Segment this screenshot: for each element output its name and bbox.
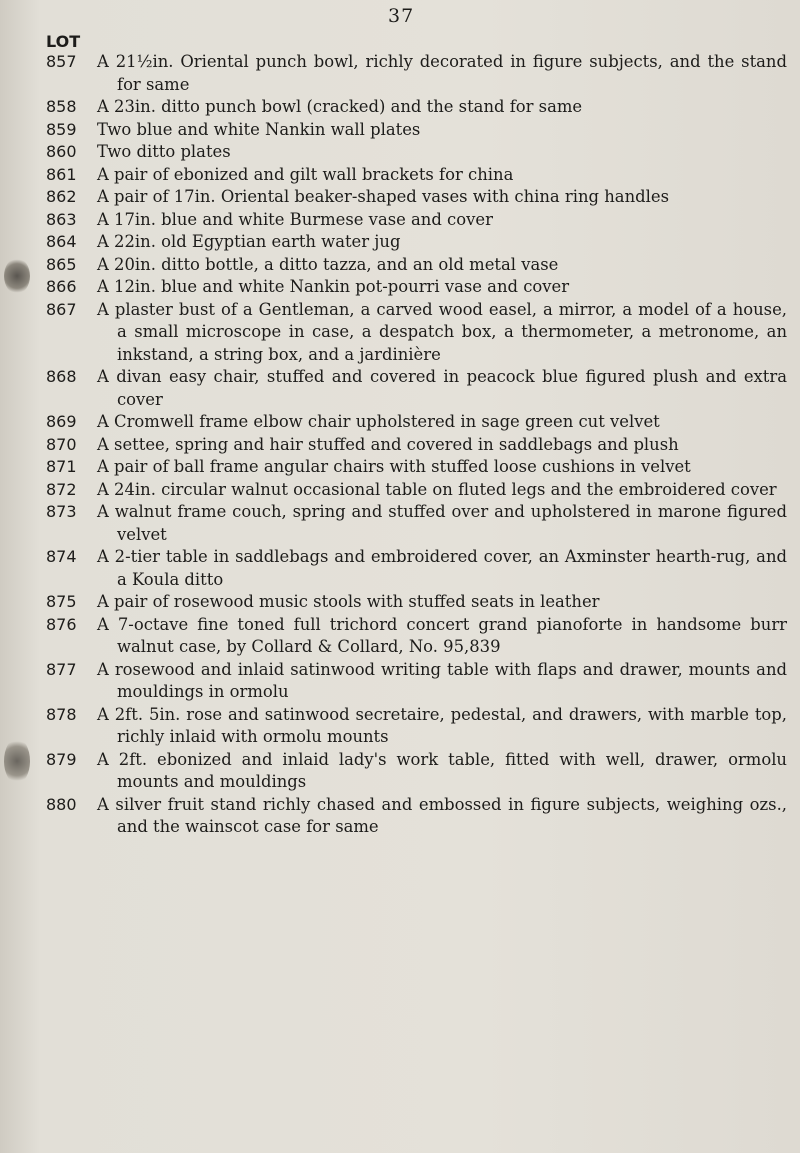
lot-entry [0, 456, 800, 479]
lot-entry [0, 591, 800, 614]
lot-number: 862 [46, 187, 77, 206]
lot-description: A 22in. old Egyptian earth water jug [97, 232, 401, 251]
lot-entry [0, 749, 800, 794]
lot-entry [0, 659, 800, 704]
lot-description: A rosewood and inlaid satinwood writing table with flaps and drawer, mounts and mouldings in ormolu [97, 659, 787, 701]
lot-number: 870 [46, 434, 77, 454]
lot-number: 857 [46, 52, 77, 71]
lot-number: 875 [46, 592, 77, 611]
lot-description: A silver fruit stand richly chased and embossed in figure subjects, weighing ozs., and the wainscot case for same [97, 794, 787, 836]
lot-number: 868 [46, 367, 77, 386]
lot-number: 861 [46, 164, 77, 184]
lot-entry [0, 411, 800, 434]
lot-entry [0, 231, 800, 254]
lot-entry [0, 186, 800, 209]
lot-description: A walnut frame couch, spring and stuffed over and upholstered in marone figured velvet [97, 502, 787, 544]
lot-number: 876 [46, 614, 77, 634]
lot-description: A 2ft. ebonized and inlaid lady's work table, fitted with well, drawer, ormolu mounts and mouldings [97, 749, 787, 791]
lot-description: A 20in. ditto bottle, a ditto tazza, and an old metal vase [97, 254, 559, 274]
lot-description: Two blue and white Nankin wall plates [97, 119, 421, 139]
lot-number: 871 [46, 457, 77, 476]
lot-entry [0, 209, 800, 232]
lot-number: 860 [46, 142, 77, 161]
lot-description: A pair of 17in. Oriental beaker-shaped vases with china ring handles [97, 187, 669, 206]
lot-entry [0, 254, 800, 277]
lot-number: 872 [46, 479, 77, 499]
lot-description: A 7-octave fine toned full trichord concert grand pianoforte in handsome burr walnut case, by Collard & Collard, No. 95,839 [97, 614, 787, 656]
lot-entry [0, 96, 800, 119]
lot-number: 858 [46, 97, 77, 116]
lot-description: A divan easy chair, stuffed and covered in peacock blue figured plush and extra cover [97, 367, 787, 409]
lot-entry [0, 366, 800, 411]
lot-description: Two ditto plates [97, 142, 231, 161]
lot-description: A 2ft. 5in. rose and satinwood secretaire, pedestal, and drawers, with marble top, richly inlaid with ormolu mounts [97, 704, 787, 746]
lot-description: A settee, spring and hair stuffed and covered in saddlebags and plush [97, 434, 679, 454]
lot-entry [0, 794, 800, 839]
lot-entry [0, 614, 800, 659]
lot-description: A 23in. ditto punch bowl (cracked) and the stand for same [97, 97, 583, 116]
lot-number: 880 [46, 794, 77, 814]
lot-entry [0, 51, 800, 96]
lot-description: A 2-tier table in saddlebags and embroidered cover, an Axminster hearth-rug, and a Koula ditto [97, 547, 787, 589]
lot-description: A pair of rosewood music stools with stuffed seats in leather [97, 592, 600, 611]
lot-number: 879 [46, 749, 77, 769]
lot-entry [0, 164, 800, 187]
lot-description: A pair of ebonized and gilt wall brackets for china [97, 164, 514, 184]
lot-entry [0, 434, 800, 457]
lot-number: 865 [46, 254, 77, 274]
lot-description: A pair of ball frame angular chairs with stuffed loose cushions in velvet [97, 457, 691, 476]
lot-list [0, 51, 800, 839]
lot-description: A 21½in. Oriental punch bowl, richly decorated in figure subjects, and the stand for same [97, 52, 787, 94]
lot-entry [0, 704, 800, 749]
lot-number: 859 [46, 119, 77, 139]
lot-description: A 24in. circular walnut occasional table on fluted legs and the embroidered cover [97, 479, 777, 499]
lot-number: 866 [46, 277, 77, 296]
lot-entry [0, 119, 800, 142]
lot-number: 877 [46, 659, 77, 679]
lot-entry [0, 501, 800, 546]
lot-number: 864 [46, 232, 77, 251]
lot-number: 867 [46, 299, 77, 319]
lot-entry [0, 546, 800, 591]
lot-number: 873 [46, 502, 77, 521]
lot-description: A Cromwell frame elbow chair upholstered in sage green cut velvet [97, 412, 660, 431]
lot-number: 874 [46, 547, 77, 566]
lot-description: A 17in. blue and white Burmese vase and cover [97, 209, 493, 229]
lot-description: A plaster bust of a Gentleman, a carved wood easel, a mirror, a model of a house, a small microscope in case, a despatch box, a thermometer, a metronome, an inkstand, a string box, and a jardinière [97, 299, 787, 364]
lot-entry [0, 141, 800, 164]
lot-description: A 12in. blue and white Nankin pot-pourri vase and cover [97, 277, 570, 296]
lot-column-header: LOT [46, 32, 81, 51]
lot-entry [0, 276, 800, 299]
lot-number: 878 [46, 704, 77, 724]
lot-number: 869 [46, 412, 77, 431]
lot-entry [0, 479, 800, 502]
page-number: 37 [388, 5, 415, 27]
lot-entry [0, 299, 800, 367]
lot-number: 863 [46, 209, 77, 229]
